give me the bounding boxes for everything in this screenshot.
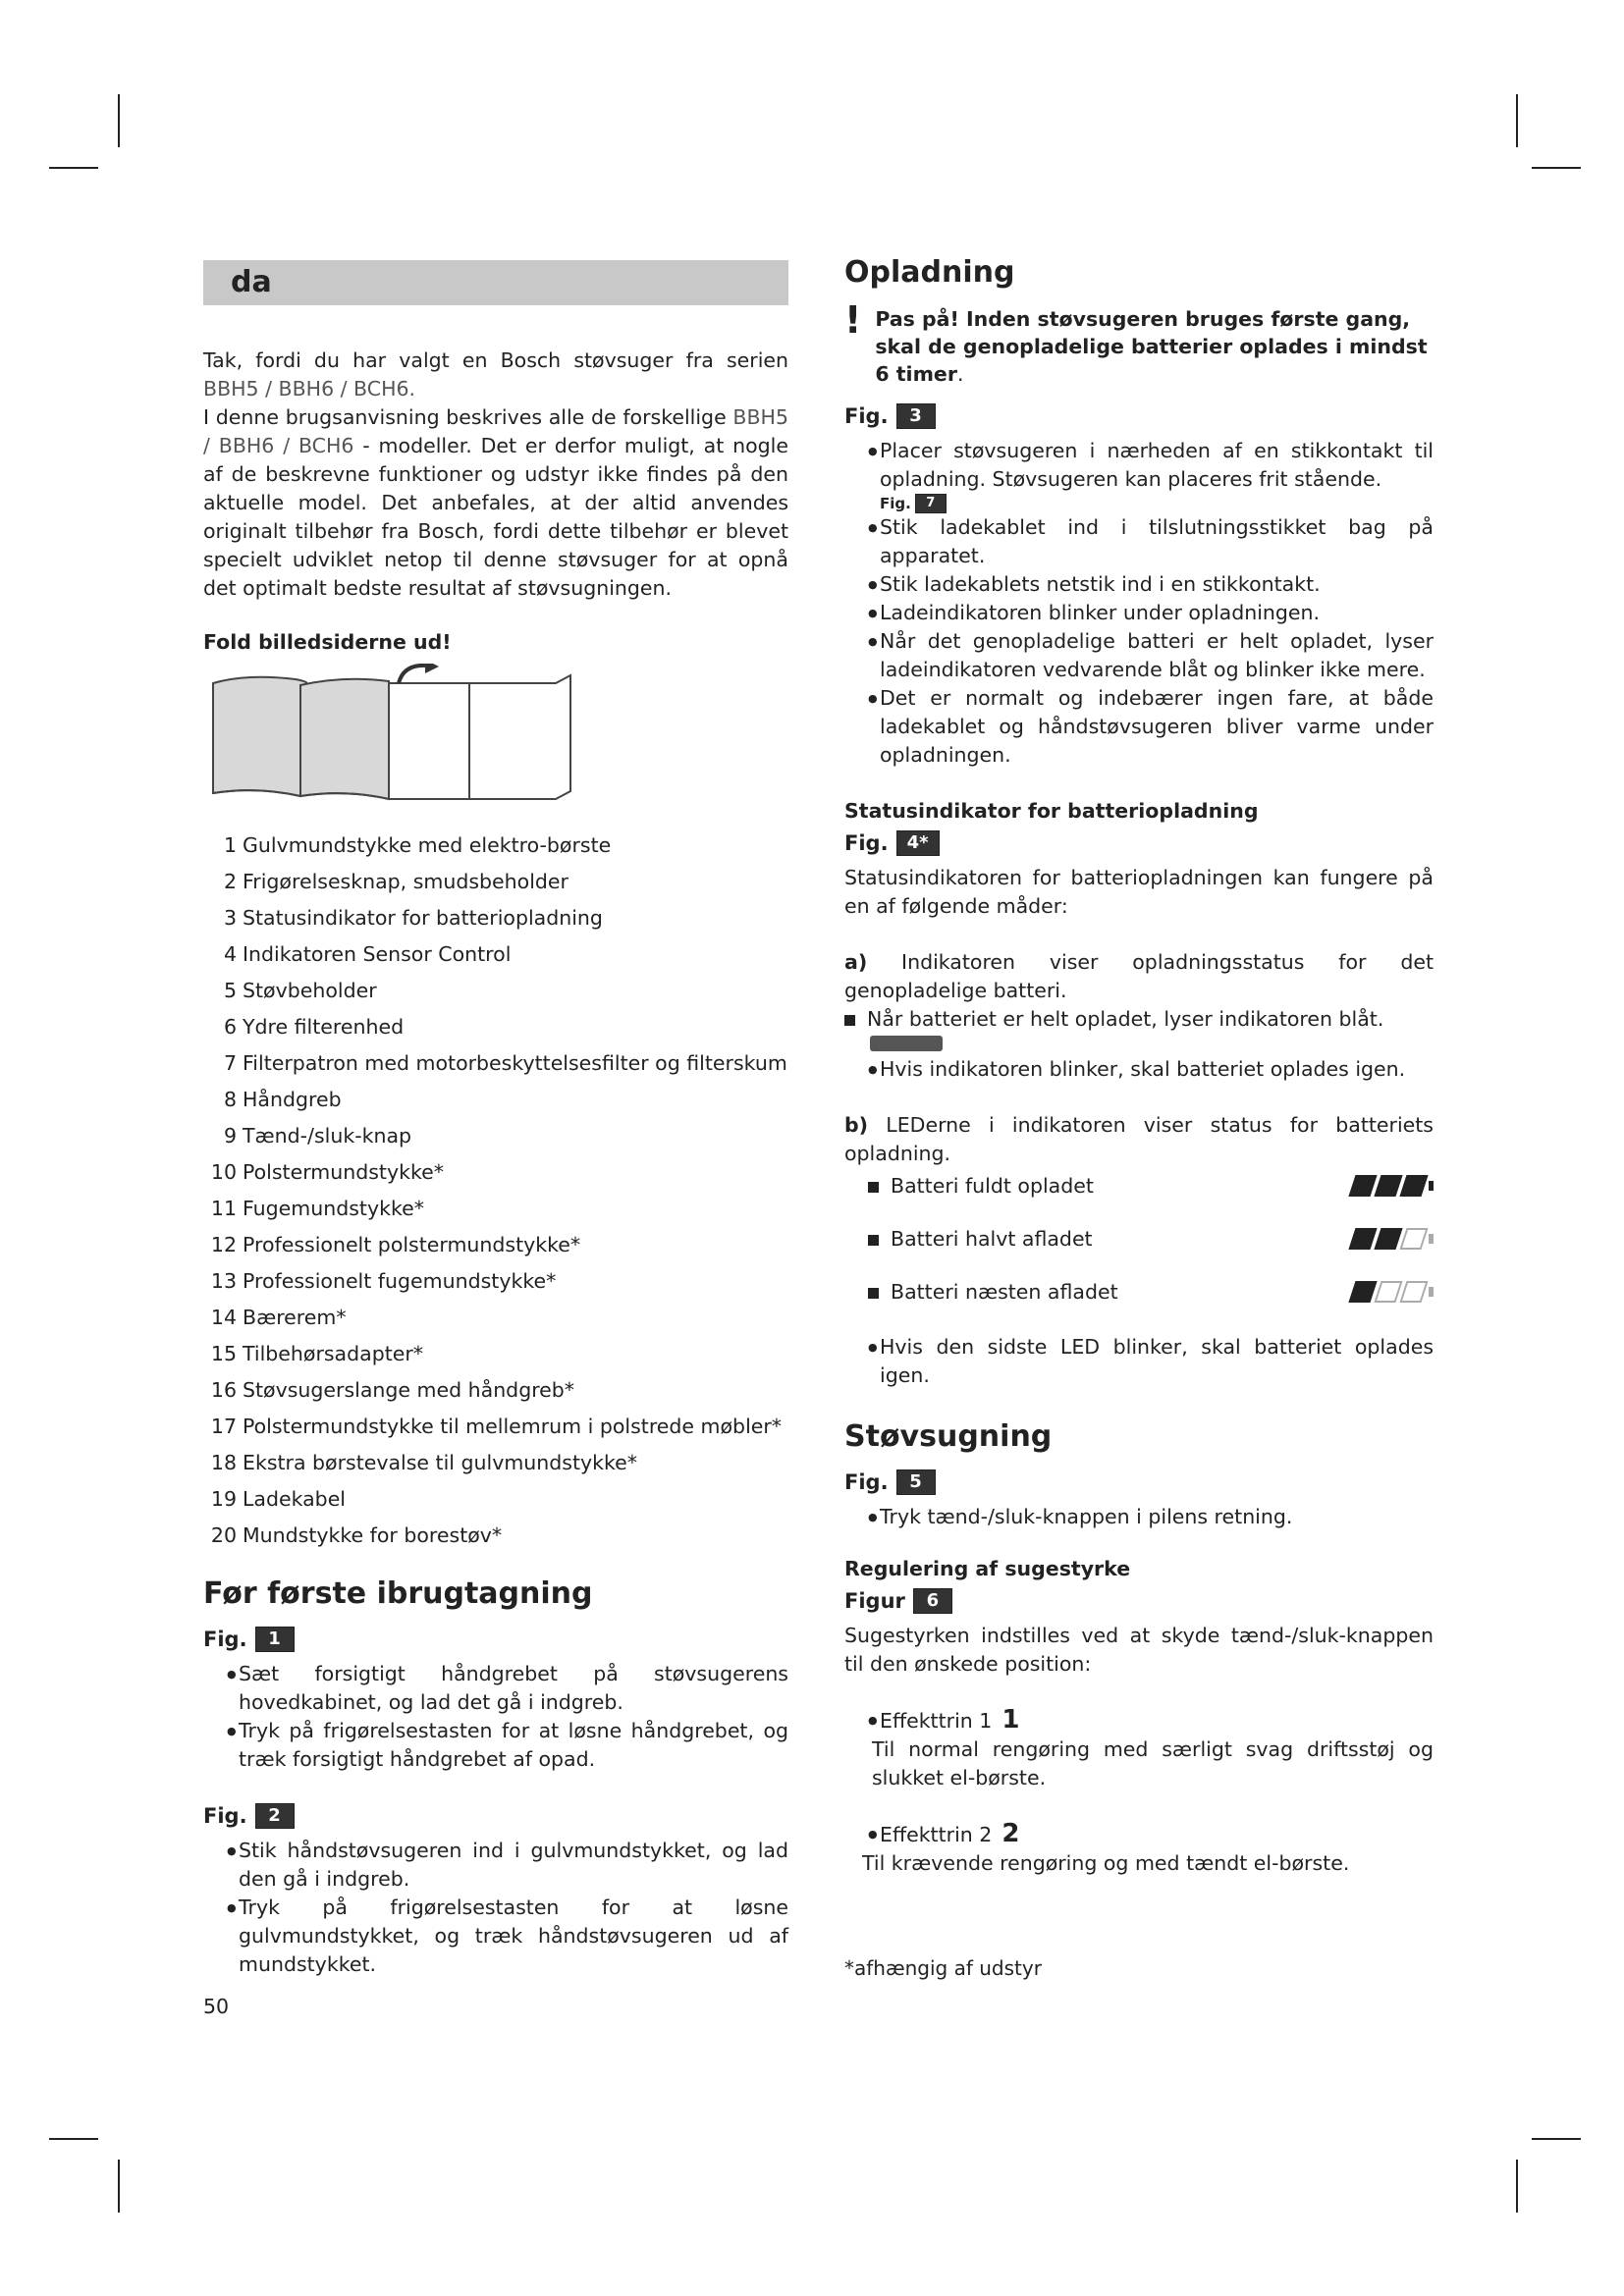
crop-mark: [118, 94, 120, 147]
battery-level-row: Batteri næsten afladet: [868, 1280, 1434, 1304]
figure-badge: 6: [913, 1588, 952, 1614]
fold-out-book-illustration: [207, 664, 580, 811]
warning-text: Pas på! Inden støvsugeren bruges første gang, skal de genopladelige batterier oplades i mindst 6 timer: [875, 307, 1428, 386]
list-item: 5 Støvbeholder: [223, 979, 377, 1002]
figure-badge: 4*: [896, 830, 940, 856]
figure-badge: 3: [896, 403, 936, 429]
intro-text: Tak, fordi du har valgt en Bosch støvsuger fra serien: [203, 348, 788, 372]
list-item: 8 Håndgreb: [223, 1088, 342, 1111]
list-item: ● Hvis den sidste LED blinker, skal batteriet oplades igen.: [868, 1335, 1434, 1387]
status-intro: Statusindikatoren for batteriopladningen kan fungere på en af følgende måder:: [844, 866, 1434, 918]
suction-heading: Regulering af sugestyrke: [844, 1557, 1131, 1580]
level-number: 2: [1001, 1819, 1020, 1848]
bullet-square: [868, 1235, 879, 1246]
list-item: 12 Professionelt polstermundstykke*: [210, 1233, 581, 1256]
warning-icon: !: [844, 298, 862, 342]
list-item: 9 Tænd-/sluk-knap: [223, 1124, 412, 1148]
first-use-heading: Før første ibrugtagning: [203, 1576, 593, 1611]
list-item: 15 Tilbehørsadapter*: [210, 1342, 424, 1365]
list-item: 10 Polstermundstykke*: [210, 1160, 444, 1184]
list-item: 19 Ladekabel: [210, 1487, 347, 1511]
battery-full-icon: [1352, 1175, 1434, 1197]
option-a: a) Indikatoren viser opladningsstatus for det genopladelige batteri.: [844, 950, 1434, 1002]
list-item: 18 Ekstra børstevalse til gulvmundstykke*: [210, 1451, 638, 1474]
list-item: 4 Indikatoren Sensor Control: [223, 942, 512, 966]
intro-paragraph-1: [203, 347, 788, 403]
crop-mark: [1516, 2160, 1518, 2213]
battery-level-row: Batteri halvt afladet: [868, 1227, 1434, 1251]
bullet-square: [868, 1288, 879, 1299]
language-tab: da: [203, 260, 788, 305]
figure-reference: Fig. 1: [203, 1627, 788, 1652]
list-item: ● Stik ladekablets netstik ind i en stikkontakt.: [868, 572, 1321, 596]
intro-text: - modeller. Det er derfor muligt, at nogle af de beskrevne funktioner og udstyr ikke findes på den aktuelle model. Det anbefales, at der altid anvendes originalt tilbehør fra Bosch, fordi dette tilbehør er blevet specielt udviklet netop til denne støvsuger for at opnå det optimalt bedste resultat af støvsugningen.: [203, 434, 788, 600]
intro-paragraph-2: [203, 403, 788, 603]
crop-mark: [1532, 167, 1581, 169]
list-item: ● Placer støvsugeren i nærheden af en stikkontakt til opladning. Støvsugeren kan placeres frit stående.: [868, 439, 1434, 491]
list-item: ● Det er normalt og indebærer ingen fare, at både ladekablet og håndstøvsugeren bliver varme under opladningen.: [868, 686, 1434, 767]
left-column: [203, 260, 788, 2021]
list-item: 17 Polstermundstykke til mellemrum i polstrede møbler*: [210, 1415, 783, 1438]
figure-badge: 5: [896, 1469, 936, 1495]
page-number: 50: [203, 1995, 230, 2018]
list-item: 3 Statusindikator for batteriopladning: [223, 906, 603, 930]
figure-reference-small: Fig. 7: [880, 494, 1434, 513]
model-names: BBH5 / BBH6 / BCH6: [203, 405, 788, 457]
level-number: 1: [1001, 1705, 1020, 1735]
figure-badge: 1: [255, 1627, 295, 1652]
list-item: ● Hvis indikatoren blinker, skal batteriet oplades igen.: [868, 1057, 1406, 1081]
warning-notice: ! Pas på! Inden støvsugeren bruges første gang, skal de genopladelige batterier oplades i mindst 6 timer.: [844, 298, 1428, 386]
list-item: ● Effekttrin 1 1: [868, 1705, 1020, 1735]
bullet-square: [844, 1015, 855, 1026]
blue-led-indicator: [870, 1036, 943, 1051]
option-b: b) LEDerne i indikatoren viser status for batteriets opladning.: [844, 1113, 1434, 1165]
level-description: Til krævende rengøring og med tændt el-børste.: [862, 1851, 1350, 1875]
list-item: ● Sæt forsigtigt håndgrebet på støvsugerens hovedkabinet, og lad det gå i indgreb.: [227, 1662, 788, 1714]
suction-intro: Sugestyrken indstilles ved at skyde tænd-/sluk-knappen til den ønskede position:: [844, 1624, 1434, 1676]
status-heading: Statusindikator for batteriopladning: [844, 799, 1259, 823]
list-item: 11 Fugemundstykke*: [210, 1197, 424, 1220]
list-item: 20 Mundstykke for borestøv*: [210, 1523, 503, 1547]
figure-reference: Fig. 2: [203, 1803, 788, 1829]
list-item: ● Når det genopladelige batteri er helt opladet, lyser ladeindikatoren vedvarende blåt og blinker ikke mere.: [868, 629, 1434, 681]
list-item: ● Tryk tænd-/sluk-knappen i pilens retning.: [868, 1505, 1293, 1528]
level-description: Til normal rengøring med særligt svag driftsstøj og slukket el-børste.: [872, 1737, 1434, 1789]
crop-mark: [118, 2160, 120, 2213]
vacuuming-heading: Støvsugning: [844, 1419, 1053, 1454]
figure-reference: Fig. 5: [844, 1469, 1434, 1495]
battery-level-row: Batteri fuldt opladet: [868, 1174, 1434, 1198]
figure-reference: Figur 6: [844, 1588, 1434, 1614]
crop-mark: [49, 167, 98, 169]
parts-list: [203, 832, 788, 1549]
figure-badge: 2: [255, 1803, 295, 1829]
list-item: 1 Gulvmundstykke med elektro-børste: [223, 833, 612, 857]
figure-reference: Fig. 4*: [844, 830, 1434, 856]
list-item: ● Ladeindikatoren blinker under opladningen.: [868, 601, 1321, 624]
list-item: ● Tryk på frigørelsestasten for at løsne håndgrebet, og træk forsigtigt håndgrebet af opad.: [227, 1719, 788, 1771]
figure-reference: Fig. 3: [844, 403, 1434, 429]
list-item: 14 Bærerem*: [210, 1306, 347, 1329]
list-item: ● Stik ladekablet ind i tilslutningsstikket bag på apparatet.: [868, 515, 1434, 567]
list-item: 13 Professionelt fugemundstykke*: [210, 1269, 557, 1293]
battery-half-icon: [1352, 1228, 1434, 1250]
right-column: [844, 255, 1434, 1980]
footnote: *afhængig af udstyr: [844, 1956, 1042, 1980]
list-item: ● Stik håndstøvsugeren ind i gulvmundstykket, og lad den gå i indgreb.: [227, 1839, 788, 1891]
crop-mark: [49, 2138, 98, 2140]
figure-badge: 7: [915, 494, 947, 513]
list-item: 2 Frigørelsesknap, smudsbeholder: [223, 870, 568, 893]
list-item: 6 Ydre filterenhed: [223, 1015, 405, 1039]
list-item: 16 Støvsugerslange med håndgreb*: [210, 1378, 575, 1402]
charging-heading: Opladning: [844, 255, 1015, 290]
option-a-bullet: Når batteriet er helt opladet, lyser indikatoren blåt.: [844, 1005, 1434, 1034]
list-item: ● Effekttrin 2 2: [868, 1819, 1020, 1848]
model-names: BBH5 / BBH6 / BCH6.: [203, 377, 416, 400]
bullet-square: [868, 1182, 879, 1193]
list-item: 7 Filterpatron med motorbeskyttelsesfilter og filterskum: [223, 1051, 787, 1075]
battery-low-icon: [1352, 1281, 1434, 1303]
crop-mark: [1532, 2138, 1581, 2140]
fold-heading: Fold billedsiderne ud!: [203, 630, 452, 654]
intro-text: I denne brugsanvisning beskrives alle de forskellige: [203, 405, 727, 429]
crop-mark: [1516, 94, 1518, 147]
list-item: ● Tryk på frigørelsestasten for at løsne gulvmundstykket, og træk håndstøvsugeren ud af mundstykket.: [227, 1896, 788, 1976]
